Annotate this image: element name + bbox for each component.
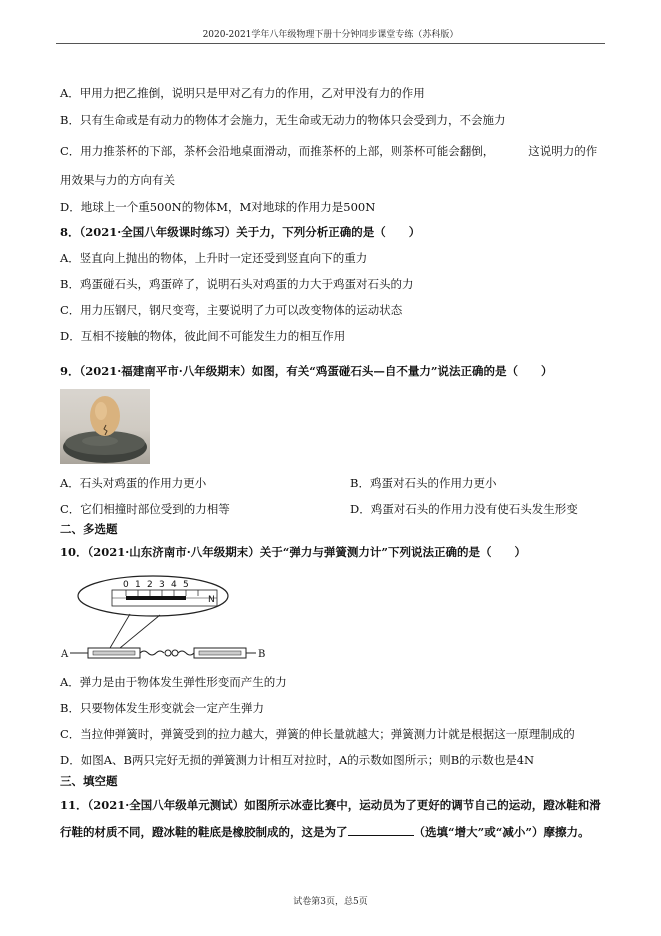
scale-unit: N xyxy=(208,595,215,605)
q9-option-a: A．石头对鸡蛋的作用力更小 xyxy=(60,476,207,490)
scale-tick-5: 5 xyxy=(183,580,189,590)
page-header: 2020-2021学年八年级物理下册十分钟同步课堂专练（苏科版） xyxy=(202,30,459,40)
q10-option-a: A．弹力是由于物体发生弹性形变而产生的力 xyxy=(60,675,287,689)
q7-option-c-line1 xyxy=(60,143,621,159)
q8-option-b: B．鸡蛋碰石头，鸡蛋碎了，说明石头对鸡蛋的力大于鸡蛋对石头的力 xyxy=(60,277,414,291)
q11-text-before-blank: 行鞋的材质不同，蹬冰鞋的鞋底是橡胶制成的，这是为了 xyxy=(60,825,348,839)
scale-tick-1: 1 xyxy=(135,580,141,590)
section-multiple-choice: 二、多选题 xyxy=(60,522,118,536)
q9-options-row2 xyxy=(60,501,621,517)
scale-tick-0: 0 xyxy=(123,580,129,590)
spring-scale-diagram xyxy=(60,572,290,667)
scale-tick-3: 3 xyxy=(159,580,165,590)
scale-tick-4: 4 xyxy=(171,580,177,590)
q9-option-d: D．鸡蛋对石头的作用力没有使石头发生形变 xyxy=(350,502,578,516)
q11-line2 xyxy=(60,823,621,840)
q9-options-row1 xyxy=(60,475,621,491)
q8-stem: 8．（2021·全国八年级课时练习）关于力，下列分析正确的是（ ） xyxy=(60,225,421,239)
q10-option-d: D．如图A、B两只完好无损的弹簧测力计相互对拉时，A的示数如图所示；则B的示数也是4N xyxy=(60,753,535,767)
q11-text-after-blank: （选填“增大”或“减小”）摩擦力。 xyxy=(413,825,590,839)
section-fill-in: 三、填空题 xyxy=(60,774,118,788)
q7-option-b: B．只有生命或是有动力的物体才会施力，无生命或无动力的物体只会受到力，不会施力 xyxy=(60,113,506,127)
scale-tick-2: 2 xyxy=(147,580,153,590)
q11-line1: 11．（2021·全国八年级单元测试）如图所示冰壶比赛中，运动员为了更好的调节自己的运动，蹬冰鞋和滑 xyxy=(60,798,601,812)
page-footer: 试卷第3页，总5页 xyxy=(293,897,368,907)
q8-option-a: A．竖直向上抛出的物体，上升时一定还受到竖直向下的重力 xyxy=(60,251,368,265)
q8-option-d: D．互相不接触的物体，彼此间不可能发生力的相互作用 xyxy=(60,329,346,343)
q9-option-c: C．它们相撞时部位受到的力相等 xyxy=(60,502,230,516)
egg-on-stone-photo xyxy=(60,389,150,464)
header-divider xyxy=(56,43,605,44)
diagram-label-b: B xyxy=(258,649,266,660)
q10-option-c: C．当拉伸弹簧时，弹簧受到的拉力越大，弹簧的伸长量就越大；弹簧测力计就是根据这一原理制成的 xyxy=(60,727,575,741)
q7-option-c-line2: 用效果与力的方向有关 xyxy=(60,173,175,187)
q7-option-a: A．甲用力把乙推倒，说明只是甲对乙有力的作用，乙对甲没有力的作用 xyxy=(60,86,425,100)
q9-stem: 9．（2021·福建南平市·八年级期末）如图，有关“鸡蛋碰石头—自不量力”说法正确的是（ ） xyxy=(60,364,553,378)
q9-option-b: B．鸡蛋对石头的作用力更小 xyxy=(350,476,497,490)
q7-option-c-continued: 这说明力的作 xyxy=(528,144,598,158)
q8-option-c: C．用力压钢尺，钢尺变弯，主要说明了力可以改变物体的运动状态 xyxy=(60,303,403,317)
answer-blank[interactable] xyxy=(348,823,414,836)
q7-option-d: D．地球上一个重500N的物体M，M对地球的作用力是500N xyxy=(60,200,376,214)
q10-stem: 10．（2021·山东济南市·八年级期末）关于“弹力与弹簧测力计”下列说法正确的是（ ） xyxy=(60,545,526,559)
q10-option-b: B．只要物体发生形变就会一定产生弹力 xyxy=(60,701,264,715)
q7-option-c-text: C．用力推茶杯的下部，茶杯会沿地桌面滑动，而推茶杯的上部，则茶杯可能会翻倒， xyxy=(60,144,495,158)
diagram-label-a: A xyxy=(61,649,69,660)
